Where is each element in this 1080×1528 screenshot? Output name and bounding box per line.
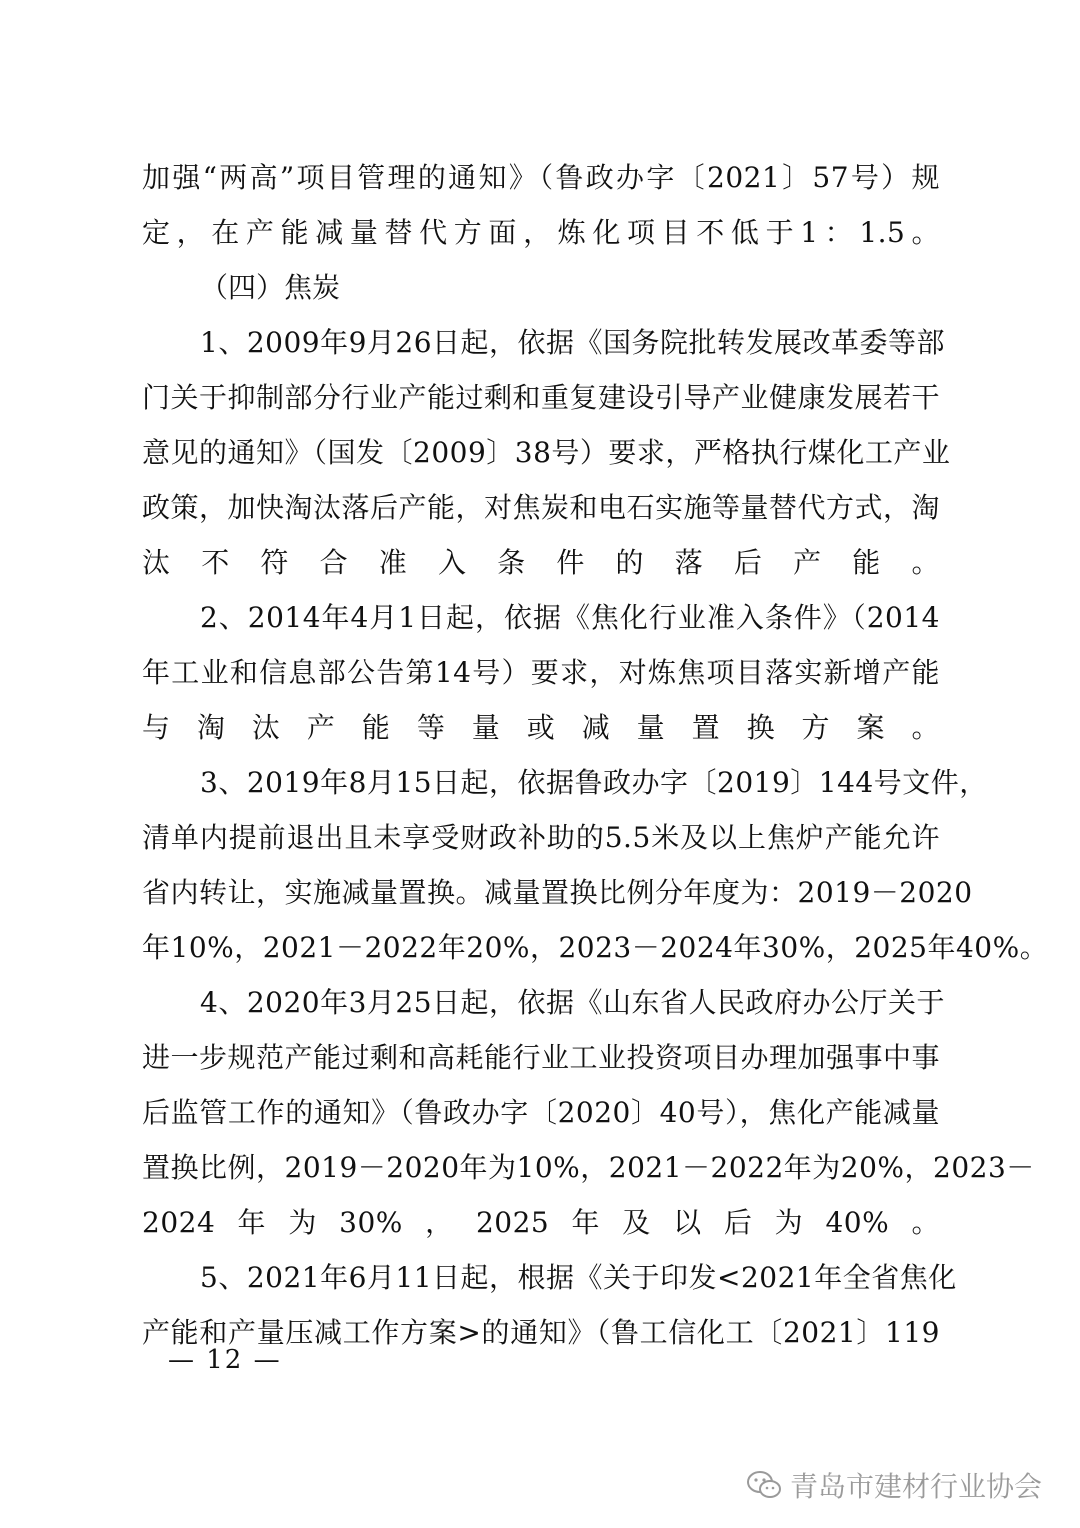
text-line-content: 省内转让，实施减量置换。减量置换比例分年度为：2019－2020 — [142, 876, 973, 909]
text-line-content: 与淘汰产能等量或减量置换方案。 — [142, 711, 940, 744]
text-line — [142, 645, 940, 700]
paragraph — [142, 975, 1035, 1250]
text-line — [142, 150, 940, 205]
text-line-content: 政策，加快淘汰落后产能，对焦炭和电石实施等量替代方式，淘 — [142, 491, 941, 524]
text-line-content: 5、2021年6月11日起，根据《关于印发<2021年全省焦化 — [200, 1261, 957, 1294]
paragraph — [142, 150, 940, 260]
text-line — [142, 535, 940, 590]
paragraph — [142, 755, 1049, 975]
text-line — [142, 425, 951, 480]
text-line — [142, 590, 940, 645]
text-line-content: 3、2019年8月15日起，依据鲁政办字〔2019〕144号文件， — [200, 766, 988, 799]
watermark — [746, 1465, 1042, 1505]
text-line — [142, 370, 940, 425]
text-line-content: 2024年为30%，2025年及以后为40%。 — [142, 1206, 940, 1239]
text-line-content: 门关于抑制部分行业产能过剩和重复建设引导产业健康发展若干 — [142, 381, 941, 414]
text-line-content: 意见的通知》（国发〔2009〕38号）要求，严格执行煤化工产业 — [142, 436, 951, 469]
text-line-content: 2、2014年4月1日起，依据《焦化行业准入条件》（2014 — [200, 601, 940, 634]
page-number: — 12 — — [168, 1345, 282, 1375]
text-line — [142, 810, 940, 865]
paragraph — [142, 1250, 957, 1360]
text-line — [142, 1085, 940, 1140]
text-line-content: 产能和产量压减工作方案>的通知》（鲁工信化工〔2021〕119 — [142, 1316, 940, 1349]
text-line-content: 清单内提前退出且未享受财政补助的5.5米及以上焦炉产能允许 — [142, 821, 940, 854]
text-line — [142, 755, 988, 810]
text-line-content: 1、2009年9月26日起，依据《国务院批转发展改革委等部 — [200, 326, 946, 359]
text-line-content: 后监管工作的通知》（鲁政办字〔2020〕40号），焦化产能减量 — [142, 1096, 940, 1129]
text-line — [142, 1195, 940, 1250]
text-line — [142, 1030, 940, 1085]
wechat-icon — [746, 1470, 782, 1500]
section-heading: （四）焦炭 — [200, 271, 341, 304]
paragraph — [142, 315, 951, 590]
text-line — [142, 205, 940, 260]
text-line-content: 年工业和信息部公告第14号）要求，对炼焦项目落实新增产能 — [142, 656, 940, 689]
text-line — [142, 480, 940, 535]
text-line — [142, 315, 946, 370]
text-line-content: 汰不符合准入条件的落后产能。 — [142, 546, 940, 579]
text-line-content: 加强“两高”项目管理的通知》（鲁政办字〔2021〕57号）规 — [142, 161, 940, 194]
text-line-content: 定，在产能减量替代方面，炼化项目不低于1：1.5。 — [142, 216, 940, 249]
text-line — [142, 975, 946, 1030]
text-line — [142, 1140, 1035, 1195]
text-line — [142, 700, 940, 755]
text-line-content: 年10%，2021－2022年20%，2023－2024年30%，2025年40%。 — [142, 931, 1049, 964]
text-line — [142, 1250, 957, 1305]
text-line-content: 置换比例，2019－2020年为10%，2021－2022年为20%，2023－ — [142, 1151, 1035, 1184]
watermark-text: 青岛市建材行业协会 — [789, 1470, 1042, 1503]
text-line-content: 进一步规范产能过剩和高耗能行业工业投资项目办理加强事中事 — [142, 1041, 941, 1074]
document-page — [142, 150, 1049, 1360]
paragraph — [142, 590, 940, 755]
text-line — [142, 865, 973, 920]
text-line-content: 4、2020年3月25日起，依据《山东省人民政府办公厅关于 — [200, 986, 946, 1019]
text-line — [142, 920, 1049, 975]
